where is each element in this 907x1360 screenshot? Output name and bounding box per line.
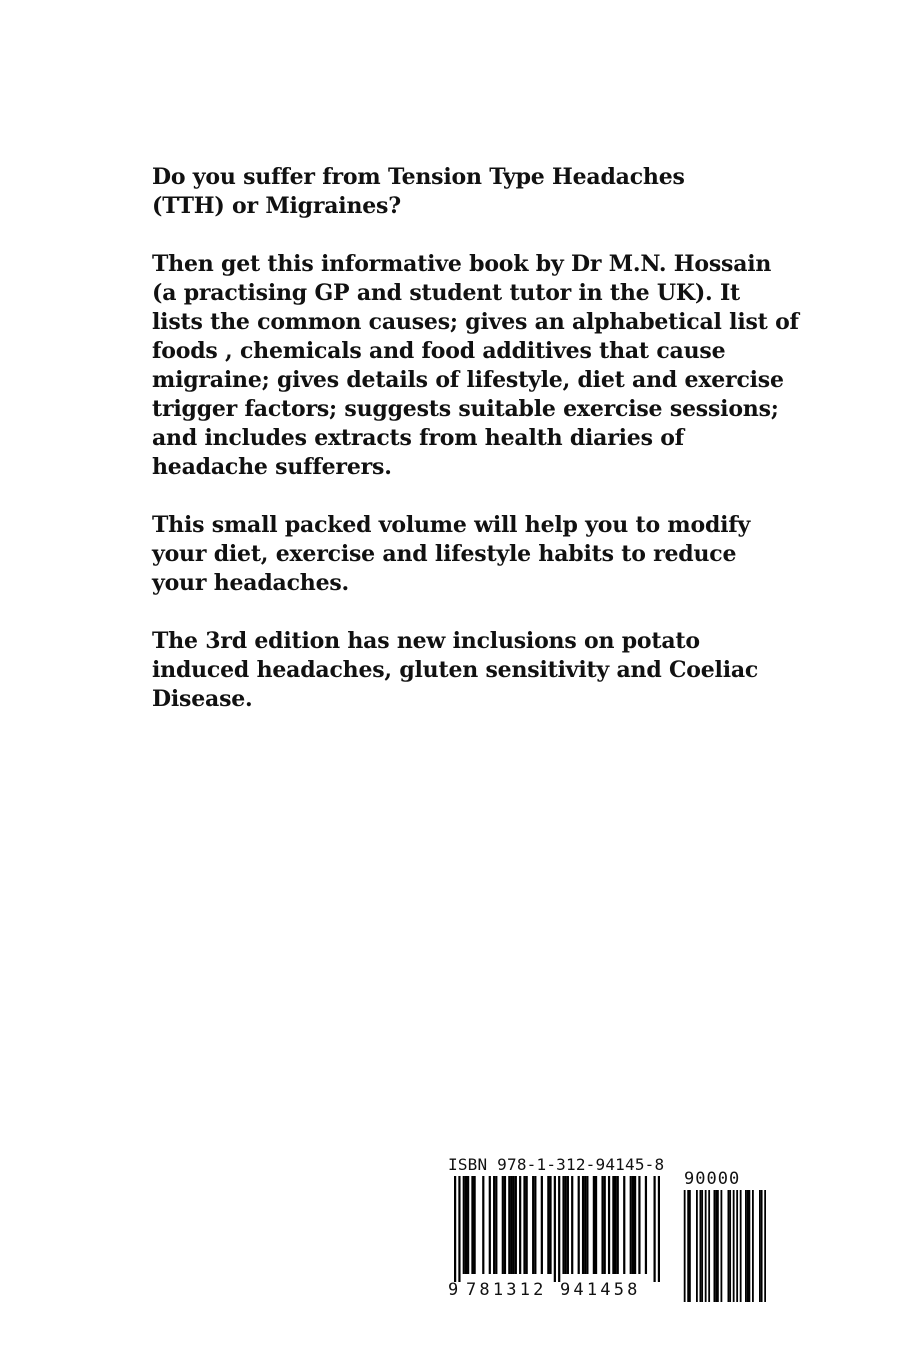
barcode-bar bbox=[634, 1176, 636, 1274]
blurb-line: foods , chemicals and food additives that cause bbox=[152, 338, 726, 364]
barcode-addon-bar bbox=[740, 1190, 742, 1302]
barcode-addon-bar bbox=[705, 1190, 707, 1302]
barcode-bar bbox=[532, 1176, 534, 1274]
barcode-bar bbox=[549, 1176, 551, 1274]
blurb-line: lists the common causes; gives an alphabetical list of bbox=[152, 309, 799, 335]
barcode-bar bbox=[493, 1176, 495, 1274]
barcode-bar bbox=[638, 1176, 640, 1274]
ean-right-digits: 941458 bbox=[560, 1280, 641, 1300]
barcode-addon-bar bbox=[761, 1190, 763, 1302]
barcode-bar bbox=[519, 1176, 521, 1274]
barcode-addon-bar bbox=[721, 1190, 723, 1302]
blurb-paragraph-2 bbox=[152, 250, 799, 482]
barcode-bar bbox=[617, 1176, 619, 1274]
barcode-bar bbox=[510, 1176, 512, 1274]
barcode-main-bars bbox=[454, 1176, 660, 1282]
ean-lead-digit: 9 bbox=[448, 1280, 459, 1300]
barcode-bar bbox=[463, 1176, 465, 1274]
barcode-addon-bar bbox=[714, 1190, 716, 1302]
barcode-addon-bar bbox=[728, 1190, 730, 1302]
barcode-addon-bar bbox=[736, 1190, 738, 1302]
barcode-bar bbox=[565, 1176, 567, 1274]
blurb-line: (a practising GP and student tutor in the UK). It bbox=[152, 280, 741, 306]
barcode-bar bbox=[578, 1176, 580, 1274]
barcode-addon-bar bbox=[717, 1190, 719, 1302]
blurb-paragraph-3 bbox=[152, 511, 772, 598]
blurb-paragraph-1 bbox=[152, 163, 772, 221]
blurb-line: Do you suffer from Tension Type Headaches bbox=[152, 164, 685, 190]
barcode-bar bbox=[554, 1176, 556, 1282]
barcode-bar bbox=[571, 1176, 573, 1274]
barcode-bar bbox=[502, 1176, 504, 1274]
barcode-addon-bar bbox=[700, 1190, 702, 1302]
barcode-bar bbox=[582, 1176, 584, 1274]
barcode-bar bbox=[658, 1176, 660, 1282]
blurb-line: Then get this informative book by Dr M.N. Hossain bbox=[152, 251, 772, 277]
blurb-line: This small packed volume will help you to modify bbox=[152, 512, 751, 538]
barcode-bar bbox=[601, 1176, 603, 1274]
blurb-paragraph-4 bbox=[152, 627, 772, 714]
blurb-line: your headaches. bbox=[152, 570, 350, 596]
barcode-bar bbox=[558, 1176, 560, 1282]
barcode-bar bbox=[495, 1176, 497, 1274]
barcode-bar bbox=[632, 1176, 634, 1274]
barcode-bar bbox=[489, 1176, 491, 1274]
barcode-addon-bar bbox=[687, 1190, 689, 1302]
barcode-addon-bar bbox=[708, 1190, 710, 1302]
barcode-addon-bar bbox=[747, 1190, 749, 1302]
barcode-bar bbox=[471, 1176, 473, 1274]
isbn-label: ISBN 978-1-312-94145-8 bbox=[448, 1155, 665, 1174]
barcode-bar bbox=[454, 1176, 456, 1282]
blurb-line: induced headaches, gluten sensitivity and Coeliac bbox=[152, 657, 759, 683]
barcode-bar bbox=[623, 1176, 625, 1274]
barcode-bar bbox=[567, 1176, 569, 1274]
barcode-bar bbox=[547, 1176, 549, 1274]
barcode-bar bbox=[504, 1176, 506, 1274]
barcode-bar bbox=[630, 1176, 632, 1274]
barcode-bar bbox=[584, 1176, 586, 1274]
barcode-addon-digits: 90000 bbox=[684, 1169, 741, 1189]
barcode-addon-bar bbox=[745, 1190, 747, 1302]
barcode-bar bbox=[653, 1176, 655, 1282]
barcode-bar bbox=[523, 1176, 525, 1274]
barcode-bar bbox=[562, 1176, 564, 1274]
blurb-line: migraine; gives details of lifestyle, diet and exercise bbox=[152, 367, 784, 393]
blurb-line: trigger factors; suggests suitable exercise sessions; bbox=[152, 396, 779, 422]
barcode-bar bbox=[513, 1176, 515, 1274]
blurb-line: (TTH) or Migraines? bbox=[152, 193, 401, 219]
blurb-line: The 3rd edition has new inclusions on potato bbox=[152, 628, 700, 654]
blurb-line: Disease. bbox=[152, 686, 253, 712]
barcode-addon-bar bbox=[764, 1190, 766, 1302]
barcode-bar bbox=[465, 1176, 467, 1274]
blurb-line: headache sufferers. bbox=[152, 454, 392, 480]
barcode-bar bbox=[614, 1176, 616, 1274]
barcode-addon-bar bbox=[752, 1190, 754, 1302]
barcode-bar bbox=[593, 1176, 595, 1274]
barcode-addon-bar bbox=[689, 1190, 691, 1302]
barcode-bar bbox=[541, 1176, 543, 1274]
barcode-bar bbox=[612, 1176, 614, 1274]
isbn-barcode bbox=[448, 1156, 770, 1304]
barcode-bar bbox=[467, 1176, 469, 1274]
barcode-addon-bar bbox=[701, 1190, 703, 1302]
ean-left-digits: 781312 bbox=[466, 1280, 547, 1300]
back-cover-blurb bbox=[152, 163, 799, 743]
barcode-addon-bar bbox=[749, 1190, 751, 1302]
barcode-bar bbox=[595, 1176, 597, 1274]
barcode-bar bbox=[526, 1176, 528, 1274]
barcode-bar bbox=[508, 1176, 510, 1274]
barcode-bar bbox=[645, 1176, 647, 1274]
barcode-bar bbox=[482, 1176, 484, 1274]
barcode-addon-bar bbox=[759, 1190, 761, 1302]
barcode-bar bbox=[458, 1176, 460, 1282]
barcode-addon-bar bbox=[696, 1190, 698, 1302]
barcode-bar bbox=[608, 1176, 610, 1274]
barcode-addon-bars bbox=[682, 1190, 766, 1302]
barcode-addon-bar bbox=[729, 1190, 731, 1302]
barcode-bar bbox=[515, 1176, 517, 1274]
barcode-addon-bar bbox=[733, 1190, 735, 1302]
barcode-bar bbox=[534, 1176, 536, 1274]
barcode-bar bbox=[604, 1176, 606, 1274]
barcode-addon-bar bbox=[684, 1190, 686, 1302]
barcode-addon-bar bbox=[715, 1190, 717, 1302]
blurb-line: and includes extracts from health diaries of bbox=[152, 425, 684, 451]
blurb-line: your diet, exercise and lifestyle habits to reduce bbox=[152, 541, 737, 567]
barcode-bar bbox=[474, 1176, 476, 1274]
barcode-bar bbox=[586, 1176, 588, 1274]
